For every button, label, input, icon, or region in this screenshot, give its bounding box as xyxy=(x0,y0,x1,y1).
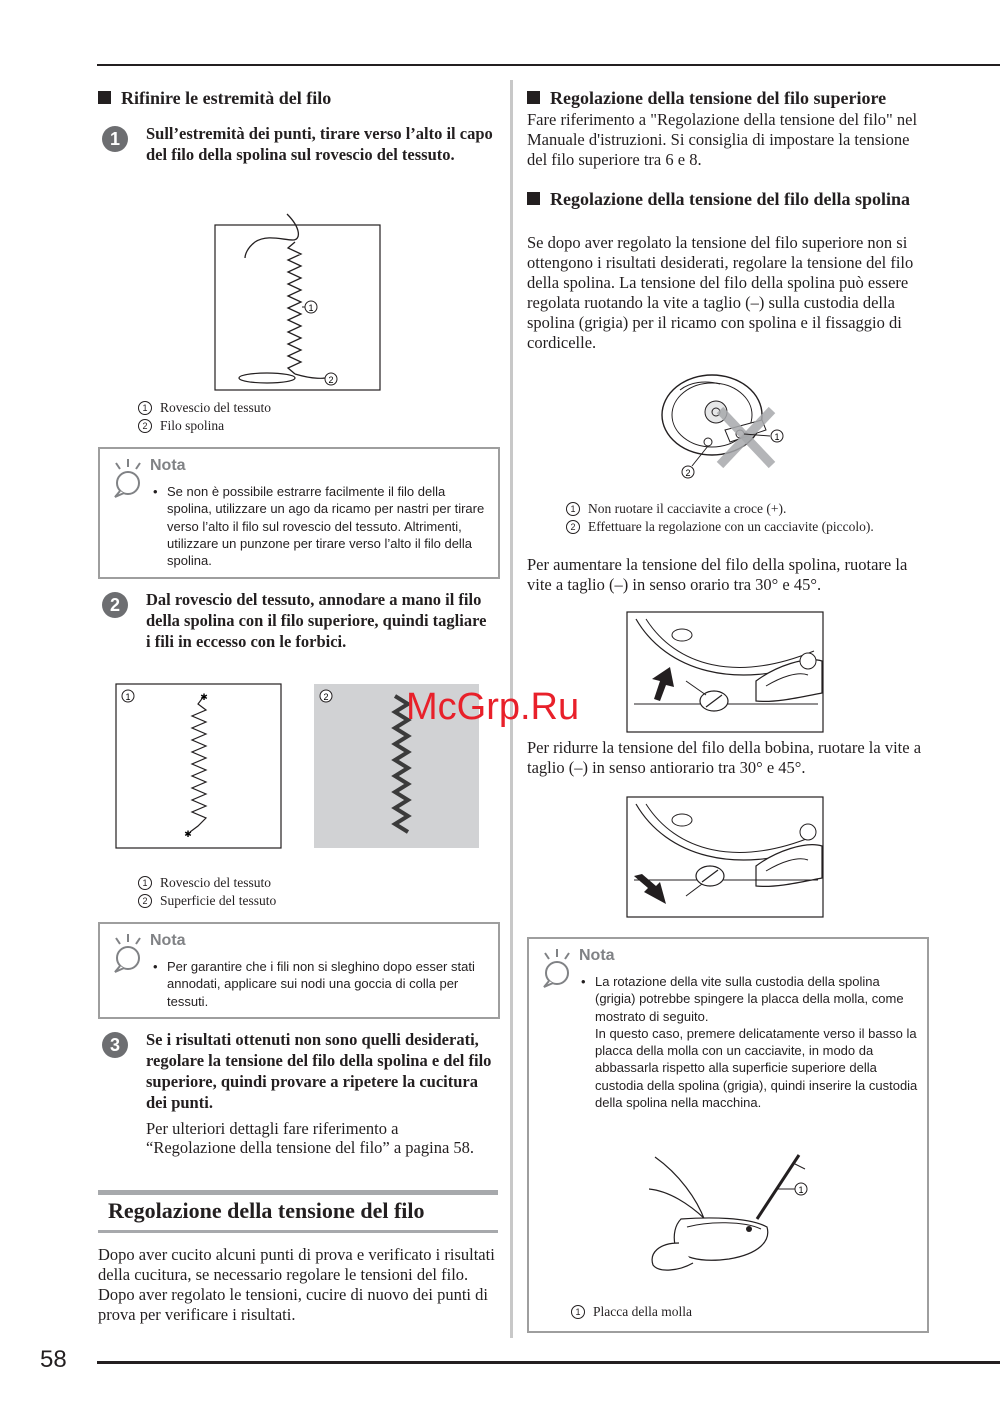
svg-text:✱: ✱ xyxy=(184,829,192,839)
fig3-caption-1: 1 Non ruotare il cacciavite a croce (+). xyxy=(566,500,786,518)
major-heading-body: Dopo aver cucito alcuni punti di prova e verificato i risultati della cucitura, se necessario regolare le tensioni del filo. Dopo aver regolato le tensioni, cucire di nuovo dei punti di prova per verificare i risultati. xyxy=(98,1245,495,1324)
nota-lightbulb-icon xyxy=(110,457,146,499)
step-3-detail: Per ulteriori dettagli fare riferimento a “Regolazione della tensione del filo” a pagina 58. xyxy=(146,1119,475,1157)
watermark: McGrp.Ru xyxy=(406,686,580,728)
fig1-marker-1: 1 xyxy=(308,303,314,313)
square-bullet-icon xyxy=(527,192,540,205)
fig-bobbin-thread-pull xyxy=(205,210,385,395)
fig-rotate-clockwise xyxy=(626,611,826,735)
fig1-marker-2: 2 xyxy=(328,375,334,385)
step-2-icon: 2 xyxy=(102,592,128,618)
fig3-marker-2: 2 xyxy=(685,468,691,478)
major-heading xyxy=(98,1190,498,1236)
fig6-caption: 1 Placca della molla xyxy=(571,1303,692,1321)
fig3-marker-1: 1 xyxy=(774,432,780,442)
nota-box-1 xyxy=(98,447,500,579)
nota-3-title: Nota xyxy=(579,947,615,964)
increase-tension-text: Per aumentare la tensione del filo della spolina, ruotare la vite a taglio (–) in senso orario tra 30° e 45°. xyxy=(527,555,908,594)
nota-lightbulb-icon xyxy=(539,947,575,989)
fig6-marker-1: 1 xyxy=(798,1185,804,1195)
nota-box-3 xyxy=(527,937,929,1333)
fig1-caption-1: 1 Rovescio del tessuto xyxy=(138,399,271,417)
section-heading-bobbin-tension: Regolazione della tensione del filo della spolina xyxy=(527,188,930,211)
step-3-icon: 3 xyxy=(102,1032,128,1058)
upper-tension-body: Fare riferimento a "Regolazione della tensione del filo" nel Manuale d'istruzioni. Si consiglia di impostare la tensione del filo superiore tra 6 e 8. xyxy=(527,110,918,169)
nota-3-text: • La rotazione della vite sulla custodia della spolina (grigia) potrebbe spingere la placca della molla, come mostrato di seguito. In questo caso, premere delicatamente verso il basso la placca della molla con un cacciavite, in modo da abbassarla rispetto alla superficie superiore della custodia della spolina (grigia), quindi inserire la custodia della spolina nella macchina. xyxy=(581,974,918,1111)
decrease-tension-text: Per ridurre la tensione del filo della bobina, ruotare la vite a taglio (–) in senso antiorario tra 30° e 45°. xyxy=(527,738,922,777)
bottom-rule xyxy=(97,1361,1000,1364)
step-2-text: Dal rovescio del tessuto, annodare a mano il filo della spolina con il filo superiore, quindi tagliare i fili in eccesso con le forbici. xyxy=(146,590,487,651)
svg-text:✱: ✱ xyxy=(200,692,208,702)
top-rule xyxy=(97,64,1000,66)
fig1-caption-2: 2 Filo spolina xyxy=(138,417,224,435)
page-number: 58 xyxy=(40,1346,67,1373)
nota-1-title: Nota xyxy=(150,457,186,474)
square-bullet-icon xyxy=(527,91,540,104)
nota-1-text: • Se non è possibile estrarre facilmente il filo della spolina, utilizzare un ago da ricamo per nastri per tirare verso l’alto il filo sul rovescio del tessuto. Altrimenti, utilizzare un punzone per tirare verso l’alto il filo della spolina. xyxy=(153,484,485,569)
nota-lightbulb-icon xyxy=(110,932,146,974)
fig-bobbin-case-screws xyxy=(650,370,800,485)
fig-rotate-counterclockwise xyxy=(626,796,826,920)
fig2-caption-1: 1 Rovescio del tessuto xyxy=(138,874,271,892)
step-1-text: Sull’estremità dei punti, tirare verso l’alto il capo del filo della spolina sul rovescio del tessuto. xyxy=(146,124,493,164)
section-heading-finish-ends: Rifinire le estremità del filo xyxy=(98,87,331,110)
fig3-caption-2: 2 Effettuare la regolazione con un cacciavite (piccolo). xyxy=(566,518,874,536)
nota-box-2 xyxy=(98,922,500,1019)
step-1-icon: 1 xyxy=(102,126,128,152)
step-3-text: Se i risultati ottenuti non sono quelli desiderati, regolare la tensione del filo della spolina e del filo superiore, quindi provare a ripetere la cucitura dei punti. xyxy=(146,1030,492,1112)
fig2-marker-2: 2 xyxy=(323,692,329,702)
bobbin-tension-body: Se dopo aver regolato la tensione del filo superiore non si ottengono i risultati desiderati, regolare la tensione del filo della spolina. La tensione del filo della spolina può essere regolata ruotando la vite a taglio (–) sulla custodia della spolina (grigia) per il ricamo con spolina e il fissaggio di cordicelle. xyxy=(527,233,914,352)
fig2-caption-2: 2 Superficie del tessuto xyxy=(138,892,276,910)
nota-2-title: Nota xyxy=(150,932,186,949)
square-bullet-icon xyxy=(98,91,111,104)
nota-2-text: • Per garantire che i fili non si sleghino dopo esser stati annodati, applicare sui nodi una goccia di colla per tessuti. xyxy=(153,959,475,1009)
major-heading-title: Regolazione della tensione del filo xyxy=(108,1198,425,1223)
section-heading-upper-tension: Regolazione della tensione del filo superiore xyxy=(527,87,886,110)
fig-spring-plate xyxy=(649,1149,819,1274)
fig2-marker-1: 1 xyxy=(125,692,131,702)
